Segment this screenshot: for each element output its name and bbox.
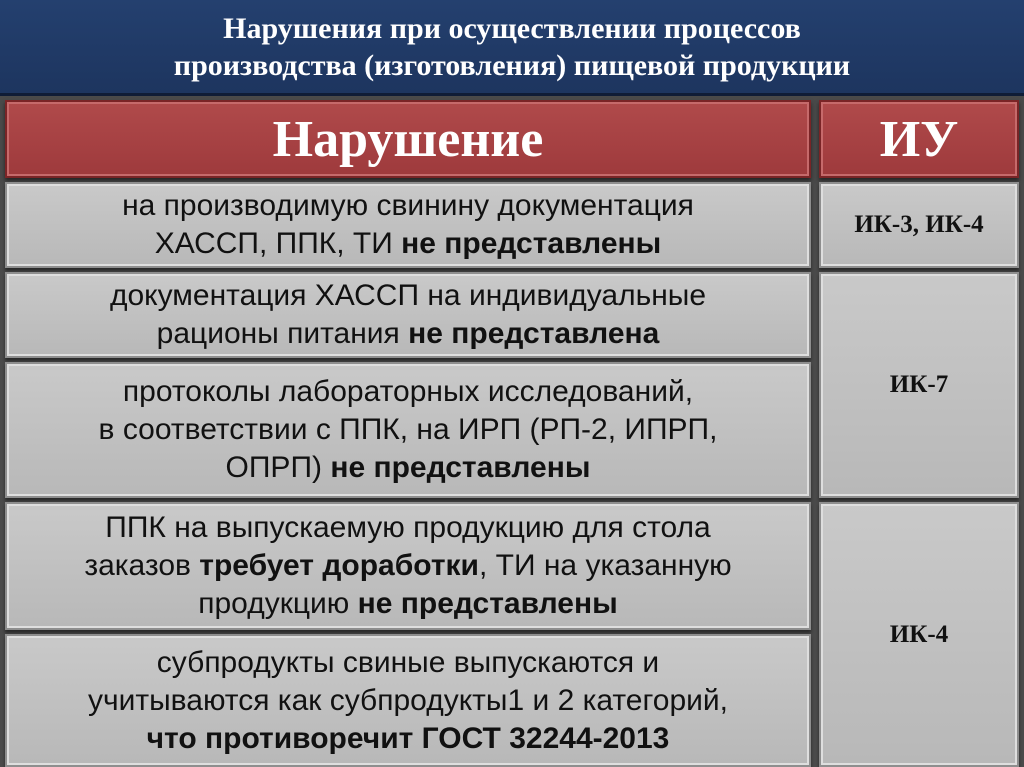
iu-cell: ИК-4: [819, 502, 1019, 767]
violation-text-segment: документация ХАССП на индивидуальные: [109, 279, 707, 312]
violation-text-segment: , ТИ на указанную: [478, 549, 732, 582]
violation-text: [110, 277, 706, 353]
violation-emphasis: что противоречит ГОСТ 32244-2013: [146, 721, 670, 755]
violation-cell: [5, 502, 811, 630]
violation-text-segment: субпродукты свиные выпускаются и: [156, 645, 660, 679]
violation-text-segment: рационы питания: [156, 317, 409, 350]
violation-line: [88, 720, 728, 758]
violation-line: [88, 644, 728, 682]
violation-text-segment: протоколы лабораторных исследований,: [122, 375, 694, 408]
header-iu: ИУ: [819, 100, 1019, 178]
violation-text: [99, 373, 718, 487]
violation-emphasis: не представлены: [401, 227, 662, 260]
header-violation: Нарушение: [5, 100, 811, 178]
violation-text-segment: ОПРП): [225, 451, 331, 484]
violation-text: [122, 187, 694, 263]
violation-line: [84, 509, 731, 547]
violation-text-segment: учитываются как субпродукты1 и 2 категорий,: [87, 683, 728, 717]
violation-text: [88, 644, 728, 758]
violation-line: [84, 547, 731, 585]
violation-text-segment: заказов: [84, 549, 200, 582]
violation-line: [84, 585, 731, 623]
iu-cell: ИК-7: [819, 272, 1019, 498]
violation-line: [122, 225, 694, 263]
violation-line: [110, 277, 706, 315]
violation-line: [99, 411, 718, 449]
violation-cell: [5, 634, 811, 767]
violation-cell: [5, 182, 811, 268]
slide-title: [0, 0, 1024, 96]
violation-line: [88, 682, 728, 720]
violation-text-segment: на производимую свинину документация: [122, 189, 694, 222]
violation-cell: [5, 362, 811, 498]
violation-line: [99, 373, 718, 411]
violation-emphasis: не представлены: [357, 587, 618, 620]
violation-emphasis: не представлены: [330, 451, 591, 484]
violation-line: [122, 187, 694, 225]
violation-emphasis: не представлена: [408, 317, 660, 350]
violation-text: [84, 509, 731, 623]
violation-text-segment: продукцию: [198, 587, 358, 620]
violation-text-segment: ХАССП, ППК, ТИ: [154, 227, 402, 260]
violation-cell: [5, 272, 811, 358]
violation-line: [110, 315, 706, 353]
violation-text-segment: ППК на выпускаемую продукцию для стола: [105, 511, 711, 544]
title-line-1: Нарушения при осуществлении процессов: [223, 11, 801, 45]
iu-cell: ИК-3, ИК-4: [819, 182, 1019, 268]
violation-emphasis: требует доработки: [199, 549, 479, 582]
violation-text-segment: в соответствии с ППК, на ИРП (РП-2, ИПРП,: [98, 413, 718, 446]
violation-line: [99, 449, 718, 487]
title-line-2: производства (изготовления) пищевой продукции: [173, 48, 851, 82]
